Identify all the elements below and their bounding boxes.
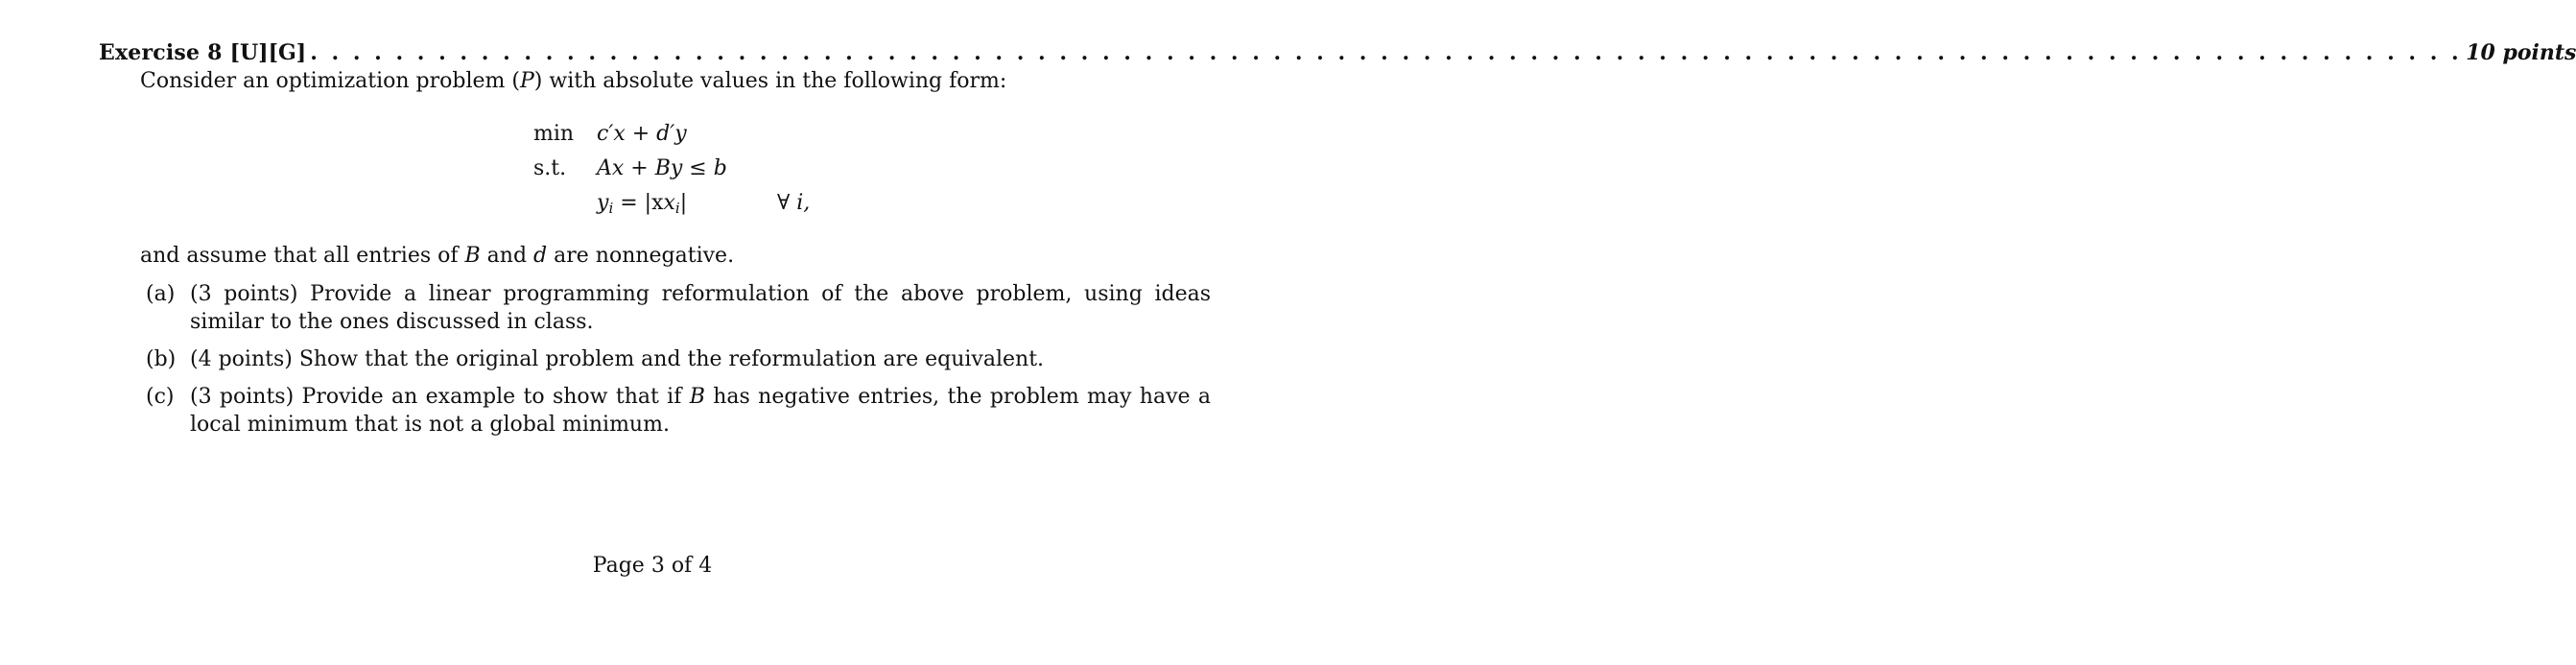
exercise-title: Exercise 8 xyxy=(99,40,223,65)
y-subscript: i xyxy=(608,200,614,217)
exercise-header xyxy=(99,38,2576,67)
exercise-tags: [U][G] xyxy=(229,40,307,65)
symbol-B: B xyxy=(464,244,481,268)
page-footer: Page 3 of 4 xyxy=(592,554,713,578)
equals-abs-open: = |x xyxy=(613,191,664,215)
assumption-text-2: and xyxy=(480,244,534,268)
exercise-parts xyxy=(146,280,1211,448)
part-text xyxy=(190,383,1211,439)
constraint-label: s.t. xyxy=(533,156,567,180)
part-text: (4 points) Show that the original problem and the reformulation are equivalent. xyxy=(190,347,1045,371)
problem-symbol: P xyxy=(519,69,534,93)
part-a xyxy=(146,280,1211,336)
abs-close: | xyxy=(679,191,688,215)
objective-label: min xyxy=(533,122,575,146)
part-label: (c) xyxy=(146,385,175,409)
objective-expression: c′x + d′y xyxy=(597,122,687,146)
part-c-text-2: has negative entries, the problem may have a local minimum that is not a global minimum. xyxy=(190,385,1211,437)
intro-text-after: ) with absolute values in the following form: xyxy=(533,69,1007,93)
assumption-text-3: are nonnegative. xyxy=(547,244,735,268)
constraint-expression-1: Ax + By ≤ b xyxy=(597,156,727,180)
constraint-expression-2 xyxy=(597,186,687,226)
dot-leader: . . . . . . . . . . . . . . . . . . . . . . . . . . . . . . . . . . . . . . . . . . . . . . . . . . . . . . . . . . . . . . . . . . . . . . . . . . . . . . . . . . . . . . . . . . . . . . . . . . . . . xyxy=(310,40,2463,65)
part-label: (b) xyxy=(146,347,177,371)
problem-intro xyxy=(140,67,1006,96)
assumption-text-1: and assume that all entries of xyxy=(140,244,465,268)
forall-condition: ∀ i, xyxy=(777,191,811,215)
symbol-d: d xyxy=(533,244,548,268)
part-label: (a) xyxy=(146,282,176,306)
exercise-points: 10 points xyxy=(2466,40,2576,65)
symbol-B: B xyxy=(689,385,705,409)
part-c xyxy=(146,383,1211,439)
part-text: (3 points) Provide a linear programming reformulation of the above problem, using ideas similar to the ones discussed in class. xyxy=(190,282,1211,334)
x-symbol: x xyxy=(663,191,675,215)
x-subscript: i xyxy=(674,200,680,217)
part-c-text-1: (3 points) Provide an example to show that if xyxy=(190,385,690,409)
intro-text-before: Consider an optimization problem ( xyxy=(140,69,520,93)
y-symbol: y xyxy=(597,191,609,215)
part-b xyxy=(146,345,1211,373)
assumption-text xyxy=(140,242,734,271)
